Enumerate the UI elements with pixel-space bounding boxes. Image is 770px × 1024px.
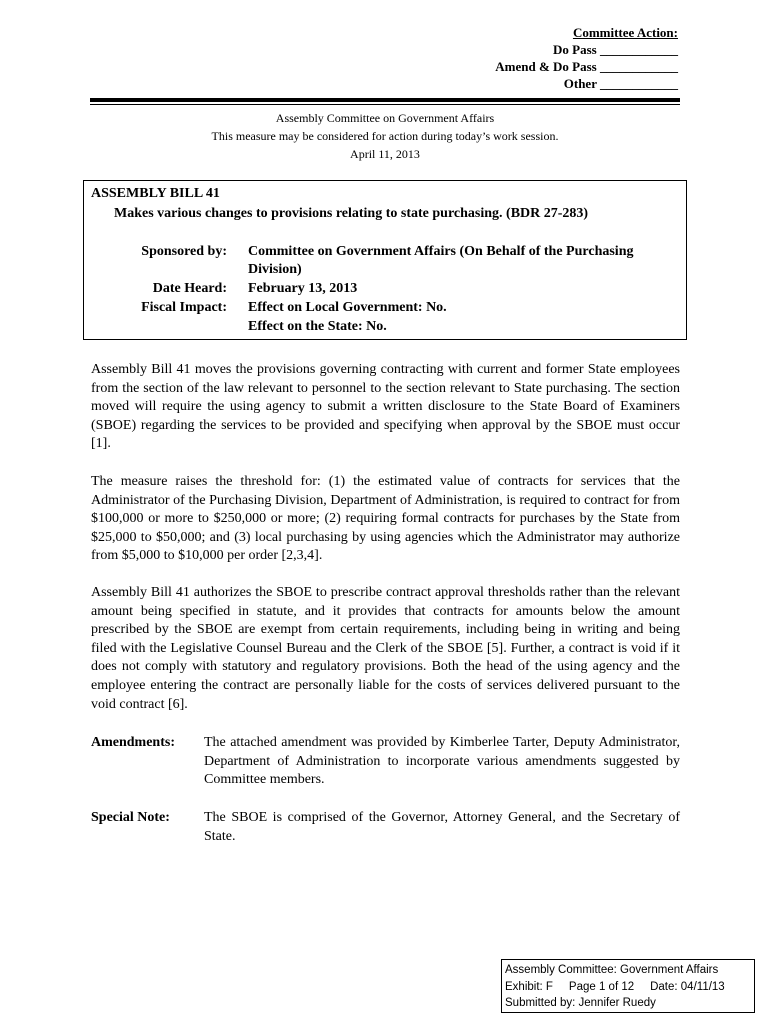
do-pass-line: Do Pass ____________ xyxy=(553,42,678,57)
amendments-label: Amendments: xyxy=(91,735,175,750)
committee-name: Assembly Committee on Government Affairs xyxy=(275,111,495,125)
exhibit-submitted-by: Submitted by: Jennifer Ruedy xyxy=(505,997,656,1009)
paragraph-1: Assembly Bill 41 moves the provisions governing contracting with current and former State employees from the section of the law relevant to personnel to the section relevant to State purchasing. The section moved will require the using agency to submit a written disclosure to the State Board of Examiners (SBOE) regarding the services to be provided and specifying when approval by the SBOE must occur [1]. xyxy=(91,362,680,452)
date-heard-value: February 13, 2013 xyxy=(248,281,358,296)
amendments-text: The attached amendment was provided by Kimberlee Tarter, Deputy Administrator, Department of Administration to incorporate various amendments suggested by Committee members. xyxy=(204,735,680,788)
date-heard-label: Date Heard: xyxy=(152,281,227,296)
exhibit-box xyxy=(501,959,755,1013)
header-rule-thin xyxy=(90,104,680,105)
exhibit-page-info: Exhibit: F Page 1 of 12 Date: 04/11/13 xyxy=(505,980,725,993)
sponsored-by-label: Sponsored by: xyxy=(141,244,227,259)
sponsored-by-value: Committee on Government Affairs (On Behalf of the Purchasing Division) xyxy=(248,244,634,277)
fiscal-impact-label: Fiscal Impact: xyxy=(141,300,227,315)
paragraph-3: Assembly Bill 41 authorizes the SBOE to prescribe contract approval thresholds rather than the relevant amount being specified in statute, and it provides that contracts for amounts below the amount prescribed by the SBOE are exempt from certain requirements, including being in writing and being filed with the Legislative Counsel Bureau and the Clerk of the SBOE [5]. Further, a contract is void if it does not comply with statutory and regulatory provisions. Both the head of the using agency and the employee entering the contract are personally liable for the costs of services delivered pursuant to the void contract [6]. xyxy=(91,585,680,712)
committee-action-title: Committee Action: xyxy=(572,25,678,40)
paragraph-2: The measure raises the threshold for: (1) the estimated value of contracts for services that the Administrator of the Purchasing Division, Department of Administration, is required to contract for from $100,000 or more to $250,000 or more; (2) requiring formal contracts for purchases by the State from $25,000 to $50,000; and (3) local purchasing by using agencies which the Administrator may authorize from $5,000 to $10,000 per order [2,3,4]. xyxy=(91,474,680,564)
fiscal-state-value: Effect on the State: No. xyxy=(248,319,387,334)
bill-title: ASSEMBLY BILL 41 xyxy=(91,186,220,201)
exhibit-committee: Assembly Committee: Government Affairs xyxy=(505,964,719,976)
special-note-label: Special Note: xyxy=(91,810,170,825)
bill-subtitle: Makes various changes to provisions relating to state purchasing. (BDR 27-283) xyxy=(114,206,589,221)
header-rule-thick xyxy=(90,98,680,102)
special-note-text: The SBOE is comprised of the Governor, Attorney General, and the Secretary of State. xyxy=(204,810,680,844)
bill-summary-box xyxy=(83,180,687,340)
measure-note: This measure may be considered for action during today’s work session. xyxy=(211,129,559,143)
other-line: Other ____________ xyxy=(563,76,678,91)
amend-do-pass-line: Amend & Do Pass ____________ xyxy=(495,59,678,74)
hearing-date: April 11, 2013 xyxy=(350,147,420,161)
fiscal-local-value: Effect on Local Government: No. xyxy=(248,300,447,315)
